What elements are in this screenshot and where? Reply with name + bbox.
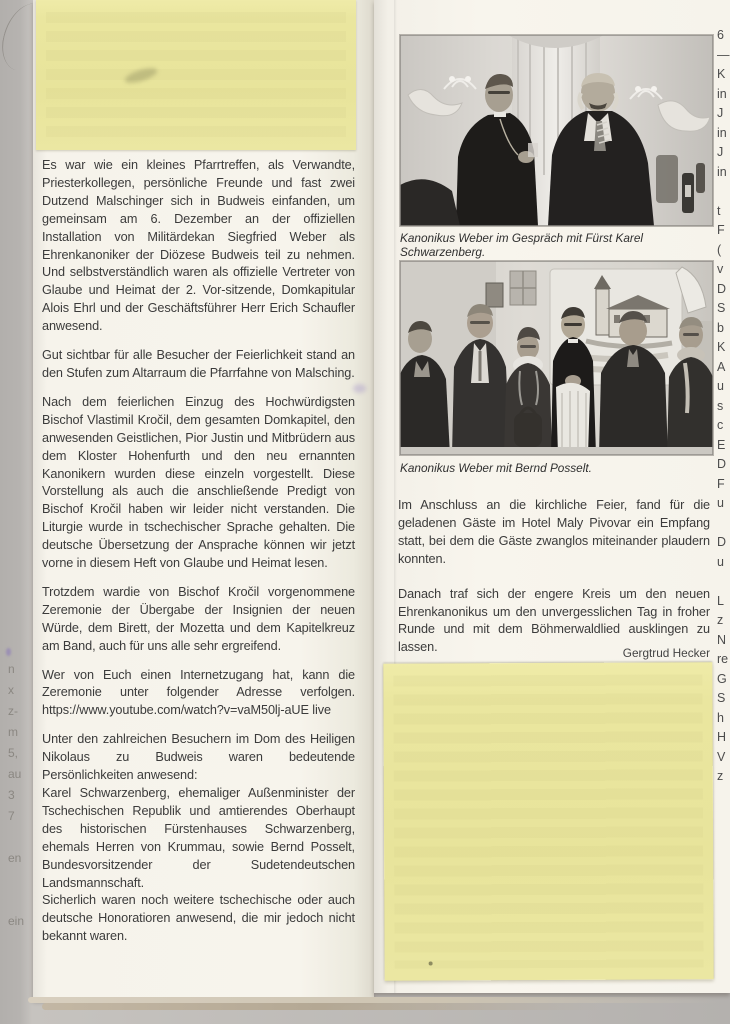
ink-speck [429,962,433,966]
text-fragment: E [717,437,726,452]
text-fragment: au [8,767,22,781]
text-fragment: in [717,86,727,101]
text-fragment: D [717,281,727,296]
text-fragment: z [717,769,724,783]
article-paragraph: Es war wie ein kleines Pfarrtreffen, als Verwandte, Priesterkollegen, persönliche Freunde und fast zwei Dutzend Malschinger sich in Budweis einfanden, um gemeinsam am 6. Dezember an der offiziellen Installation von Militärdekan Siegfried Weber als Ehrenkanoniker der Diözese Budweis teil zu nehmen. Und selbstverständlich waren als offizielle Vertreter von Glaube und Heimat der 2. Vor-sitzende, Domkapitular Alois Ehrl und der Geschäftsführer Herr Erich Schaufler anwesend. [42,158,355,334]
text-fragment: x [8,683,14,697]
photo-illustration [400,35,713,226]
text-fragment: z [717,613,724,627]
text-fragment: en [8,851,22,865]
text-fragment: D [717,535,727,549]
article-paragraph: Gut sichtbar für alle Besucher der Feierlichkeit stand an den Stufen zum Altarraum die Pfarrfahne von Malsching. [42,348,355,380]
text-fragment: H [717,730,727,744]
text-fragment: K [717,67,726,81]
photo-caption: Kanonikus Weber mit Bernd Posselt. [400,461,592,475]
text-fragment: L [717,593,724,608]
article-paragraph: Karel Schwarzenberg, ehemaliger Außenminister der Tschechischen Republik und amtierendes Oberhaupt des historischen Fürstenhauses Schwarzenberg, ehemals Herren von Krummau, sowie Bernd Posselt, Bundesvorsitzender der Sudetendeutschen Landsmannschaft. [42,786,355,890]
article-paragraph: Im Anschluss an die kirchliche Feier, fand für die geladenen Gäste im Hotel Maly Pivovar ein Empfang statt, bei dem die Gäste zwanglos miteinander plaudern konnten. [398,498,710,566]
text-fragment: h [717,710,724,725]
yellow-highlight-block-top [36,0,356,150]
text-fragment: ( [717,242,722,257]
text-fragment: 3 [8,788,15,802]
text-fragment: in [717,125,727,140]
article-paragraph: Sicherlich waren noch weitere tschechische oder auch deutsche Honoratioren anwesend, die mir jedoch nicht bekannt waren. [42,893,355,944]
text-fragment: S [717,691,726,705]
text-fragment: ein [8,914,25,928]
photo-weber-schwarzenberg [400,35,713,226]
text-fragment: N [717,632,727,647]
photo-group-posselt [400,261,713,455]
text-fragment [717,184,730,204]
text-fragment: G [717,671,727,686]
text-fragment: n [8,662,15,676]
text-fragment [8,893,34,914]
article-paragraph: Trotzdem wardie von Bischof Kročil vorgenommene Zeremonie der Übergabe der Insignien der neuen Würde, dem Birett, der Mozetta und dem Kapitelkreuz am Band, auch für uns alle sehr ergreifend. [42,584,355,653]
text-fragment: J [717,106,724,120]
text-fragment [8,872,34,893]
text-fragment: — [717,47,730,62]
ghost-text-bleedthrough [46,12,346,138]
author-byline: Gergtrud Hecker [622,646,710,660]
page-stack-edge [42,1003,602,1010]
text-fragment [8,830,34,851]
text-fragment: V [717,749,726,764]
adjacent-page-text-fragments-right [717,28,730,789]
text-fragment [717,574,730,594]
text-fragment: z- [8,704,18,718]
ink-smudge [6,648,11,656]
text-fragment: 7 [8,809,15,823]
article-paragraph: Unter den zahlreichen Besuchern im Dom des Heiligen Nikolaus zu Budweis waren bedeutende Persönlichkeiten anwesend: [42,732,355,783]
article-paragraph: Danach traf sich der engere Kreis um den neuen Ehrenkanonikus um den unvergesslichen Tag in froher Runde und mit dem Böhmerwaldlied ausklingen zu lassen. [398,586,710,655]
article-paragraph: Wer von Euch einen Internetzugang hat, kann die Zeremonie unter folgender Adresse verfolgen. https://www.youtube.com/watch?v=vaM50lj-aUE live [42,667,355,718]
text-fragment: in [717,164,727,179]
text-fragment: u [717,496,724,510]
text-fragment: u [717,554,724,569]
text-fragment: s [717,398,724,413]
text-fragment: 6 [717,28,724,42]
text-fragment [717,516,730,536]
text-fragment: m [8,725,18,739]
text-fragment: J [717,145,724,159]
photo-illustration [400,261,713,455]
text-fragment: t [717,203,721,218]
text-fragment: A [717,359,726,374]
article-paragraph: Nach dem feierlichen Einzug des Hochwürdigsten Bischof Vlastimil Kročil, dem gesamten Domkapitel, den anwesenden Geistlichen, Pior Justin und Mitbrüdern aus dem Kloster Hohenfurth und den neu ernannten Kanonikern wurden diese einzeln vorgestellt. Diese Vorstellung als auch die anschließende Predigt von Bischof Kročil haben wir leider nicht verstanden. Die Liturgie wurde in tschechischer Sprache gehalten. Die deutsche Übersetzung der Ansprache können wir jetzt vorne in diesem Heft von Glaube und Heimat lesen. [42,394,355,571]
photo-caption: Kanonikus Weber im Gespräch mit Fürst Karel Schwarzenberg. [400,231,644,259]
text-fragment: c [717,418,724,432]
text-fragment: K [717,340,726,354]
text-fragment: D [717,457,727,471]
text-fragment: S [717,301,726,315]
text-fragment: 5, [8,746,19,760]
text-fragment: v [717,262,724,276]
ghost-text-bleedthrough [393,674,703,968]
text-fragment: re [717,652,729,666]
adjacent-page-text-fragments-left [8,662,34,935]
text-fragment: F [717,223,725,237]
text-fragment: F [717,476,725,491]
article-column-left [42,157,355,957]
text-fragment: b [717,320,724,335]
yellow-highlight-block-bottom [383,662,713,980]
text-fragment: u [717,379,724,393]
